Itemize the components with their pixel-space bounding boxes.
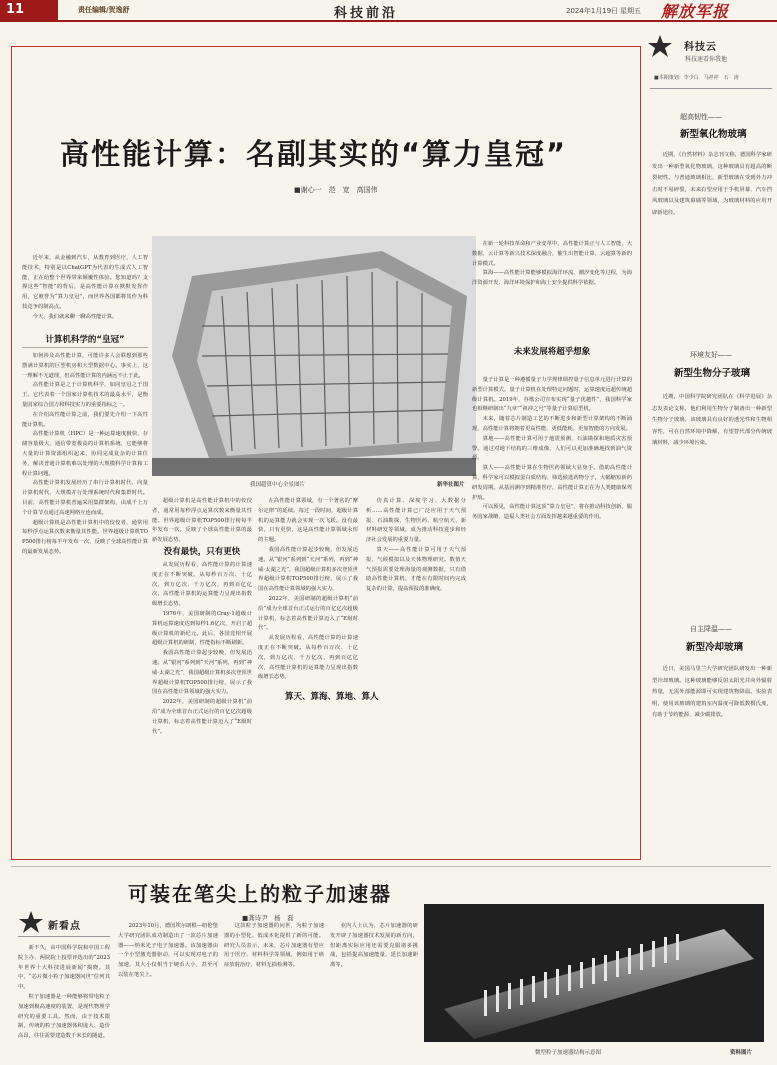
section4-heading: [472, 345, 632, 357]
sidebar-item-body: [652, 392, 772, 612]
column-label-rule: [18, 936, 110, 937]
section4-heading-text: 未来发展将超乎想象: [513, 347, 591, 357]
section3-paragraph: 算人——高性能计算在生物医药领域大显身手。借助高性能计算，科学家可以模拟蛋白质结构、筛选候选药物分子，大幅缩短新药研发周期。从基因测序到精准医疗，高性能计算正在为人类健康保驾护航。: [472, 465, 632, 501]
section1-paragraph: 高性能计算是之于计算机科学，如同皇冠之于国王。它代表着一个国家计算机技术的最高水平，是衡量国家综合国力和科技实力的重要指标之一。: [22, 382, 148, 408]
bottom-col4: [330, 922, 418, 1059]
section1-text: [22, 352, 148, 840]
section2-text: [152, 561, 252, 846]
section1-heading-text: 计算机科学的“皇冠”: [45, 335, 125, 345]
sidebar-byline: ■本期策划：李少白 马祥祥 石 涛: [654, 75, 739, 81]
bottom-paragraph: 2023年10月，德国埃尔朗根—纽伦堡大学研究团队成功制造出了一款芯片加速器——纳米光子电子加速器。该加速器由一个小型激光器驱动，可以实现对电子的加速，其大小仅相当于硬币大小，甚至可以装在笔尖上。: [118, 923, 218, 978]
bottom-article-byline: ■龚诗尹 杨 磊: [242, 914, 294, 922]
sidebar-item-body: [652, 664, 772, 854]
sidebar-item-title: 新型生物分子玻璃: [674, 368, 751, 379]
sidebar-item-kicker: 自主降温——: [690, 625, 732, 633]
section4-paragraph: 未来，随着芯片制造工艺的不断进步和新型计算架构的不断涌现，高性能计算将朝着更高性能、更低能耗、更加智能的方向发展。: [472, 416, 632, 432]
section3-paragraph: 算海——高性能计算能够模拟海洋环流、潮汐变化等过程，为海洋资源开发、海洋环境保护和海上安全提供科学依据。: [472, 270, 632, 287]
section4-paragraph: 可以预见，高性能计算这顶“算力皇冠”，将在推动科技创新、服务国家战略、造福人类社会方面发挥越来越重要的作用。: [472, 504, 632, 521]
sidebar-item-title: 新型冷却玻璃: [686, 642, 744, 653]
intro-paragraph: 近年来，从金融到汽车，从教育到医疗，人工智能技术，特别是以ChatGPT为代表的生成式人工智能，正在给整个世界带来颠覆性体验。您知道吗？支撑这些“智能”的背后，是高性能计算在默默发挥作用，它被誉为“算力皇冠”，而世界各国都将其作为科技竞争的制高点。: [22, 255, 148, 310]
bottom-photo-credit: 资料图片: [730, 1050, 753, 1056]
weekday: 星期五: [620, 7, 641, 15]
section1-heading: [22, 333, 148, 345]
section2-continued-text: [258, 497, 358, 845]
section2-heading-text: 没有最快，只有更快: [163, 547, 241, 557]
sidebar-logo-star: [646, 34, 674, 58]
sidebar-item-paragraph: 近期，中国科学院研究团队在《科学进展》杂志发表论文称，他们利用生物分子制备出一种新型生物分子玻璃。该玻璃具有良好的透光性和生物相容性，可在自然环境中降解，有望替代部分传统玻璃材料，减少环境污染。: [652, 394, 772, 446]
section3-paragraph: 仿真计算、深度学习、大数据分析……高性能计算已广泛应用于天气预报、石油勘探、生物医药、航空航天、新材料研发等领域，成为推动科技进步和经济社会发展的重要力量。: [366, 498, 466, 544]
section2-paragraph: 从发展历程看，高性能计算的计算速度正在不断突破。从每秒百万次、十亿次，到万亿次、千万亿次，再到百亿亿次，高性能计算机的运算能力呈现出指数级增长态势。: [152, 562, 252, 608]
bottom-paragraph: 粒子加速器是一种能够将带电粒子加速到极高速度的装置，是现代物理学研究的重要工具。然而，由于技术限制，传统的粒子加速器体积庞大、造价高昂，往往需要建造数千米长的隧道。: [18, 993, 110, 1040]
section2-paragraph: 2022年，美国研制的超级计算机“前沿”成为全球首台正式运行的百亿亿次超级计算机，标志着高性能计算迈入了“E级时代”。: [258, 595, 358, 632]
section2-paragraph: 1976年，美国研制的Cray-1超级计算机运算速度达到每秒1.6亿次，开启了超级计算机的新纪元。此后，各国竞相开展超级计算机的研制，性能指标不断刷新。: [152, 610, 252, 647]
building-illustration: [152, 236, 476, 476]
new-look-star: [18, 910, 44, 934]
bottom-col2: [118, 922, 218, 1059]
section-title: 科技前沿: [334, 6, 399, 21]
section3-text: [472, 240, 632, 332]
sidebar-item-paragraph: 近日，美国马里兰大学研究团队研发出一种新型冷却玻璃。这种玻璃能够反射太阳光并向外辐射热量，无需外部能源即可实现建筑物降温。实验表明，使用该玻璃的建筑室内温度可降低数摄氏度，有助于节约能源、减少碳排放。: [652, 666, 772, 718]
page-header: [0, 0, 777, 22]
bottom-divider: [11, 866, 771, 867]
bottom-paragraph: 业内人士认为，芯片加速器的研发开辟了加速器技术发展的新方向，但距离实际应用还需要克服诸多挑战，包括提高加速能量、延长加速距离等。: [330, 923, 418, 969]
section2-paragraph: 在高性能计算领域，有一个著名的“摩尔定律”的延续。每过一段时间，超级计算机的运算能力就会实现一次飞跃。没有最快，只有更快，这是高性能计算领域永恒的主题。: [258, 498, 358, 544]
section4-paragraph: 量子计算是一种遵循量子力学规律调控量子信息单元进行计算的新型计算模式。量子计算机在处理特定问题时，运算速度远超传统超级计算机。2019年，谷歌公司宣布实现“量子优越性”，我国科学家也相继研制出“九章”“祖冲之号”等量子计算原型机。: [472, 377, 632, 413]
section2-paragraph: 我国高性能计算起步较晚，但发展迅速。从“银河”系列到“天河”系列，再到“神威·太湖之光”，我国超级计算机多次登顶世界超级计算机TOP500排行榜，展示了我国在高性能计算领域的强大实力。: [152, 650, 252, 696]
section4-text: [472, 376, 632, 850]
section1-paragraph: 在介绍高性能计算之前，我们要先介绍一下高性能计算机。: [22, 411, 148, 428]
bottom-article-title: 可装在笔尖上的粒子加速器: [128, 882, 392, 906]
sidebar-item-title: 新型氧化物玻璃: [680, 129, 747, 140]
main-article-byline: ■谢心一 范 宽 高国伟: [294, 186, 378, 194]
intro-paragraph: 今天，我们就来聊一聊高性能计算。: [32, 313, 118, 320]
section3-paragraph: 算天——高性能计算可用于天气预报、气候模拟以及天体物理研究。数值天气预报需要处理海量的观测数据，只有借助高性能计算机，才能在有限时间内完成复杂的计算，提高预报的准确度。: [366, 546, 466, 593]
section3-paragraph: 算地——高性能计算可用于地震预测、石油勘探和地质灾害预警。通过对地下结构的三维成像，人们可以更加准确地找到油气资源。: [472, 435, 632, 462]
sidebar-item-kicker: 环境友好——: [690, 351, 732, 359]
sidebar-item-kicker: 超高韧性——: [680, 113, 722, 121]
section2-paragraph: 2022年，美国研制的超级计算机“前沿”成为全球首台正式运行的百亿亿次超级计算机，标志着高性能计算迈入了“E级时代”。: [152, 699, 252, 735]
bottom-paragraph: 新不久，由中国科学院和中国工程院主办、两院院士投票评选出的“2023年世界十大科技进展新闻”揭晓。其中，“芯片微小粒子加速器问世”位列其中。: [18, 945, 110, 991]
section-divider: [22, 347, 148, 348]
intro-text: [22, 254, 148, 324]
star-icon: [18, 910, 44, 934]
section1-paragraph: 如何涉及高性能计算，可能许多人会联想到那些摆满计算机的巨型机房和大型数据中心。事实上，这一理解不无道理，但高性能计算的内涵远不止于此。: [22, 353, 148, 379]
section1-paragraph: 高性能计算机（HPC）是一种运算速度极快、存储容量极大、通信带宽极高的计算机系统，它能够将大量的计算资源组织起来，协同完成复杂的计算任务，解决普通计算机难以处理的大规模科学计算和工程计算问题。: [22, 431, 148, 477]
supercomputer-center-photo: [152, 236, 476, 476]
section4-paragraph: 在新一轮科技革命和产业变革中，高性能计算正与人工智能、大数据、云计算等新兴技术深度融合，催生出智能计算、云超算等新的计算模式。: [472, 241, 632, 267]
page-number: 11: [0, 0, 58, 20]
bottom-paragraph: 这款粒子加速器的问世，为粒子加速器的小型化、低成本化提供了新的可能。研究人员表示，未来，芯片加速器有望应用于医疗、材料科学等领域，例如用于癌症放射治疗、材料无损检测等。: [224, 923, 324, 969]
column-label: 新看点: [48, 921, 81, 932]
accelerator-chip-illustration: [424, 904, 764, 1042]
sidebar-item-body: [652, 150, 772, 330]
particle-accelerator-photo: [424, 904, 764, 1042]
star-icon: [646, 34, 674, 58]
section2-lead-paragraph: 超级计算机是高性能计算机中的佼佼者，通常用每秒浮点运算次数来衡量其性能。世界超级计算机TOP500排行榜每半年发布一次，反映了全球高性能计算的最新发展态势。: [152, 498, 252, 544]
date: 2024年1月19日: [566, 7, 619, 15]
section2-lead: [152, 497, 252, 544]
section3-heading-text: 算天、算海、算地、算人: [285, 692, 379, 702]
sidebar-item-paragraph: 近期，《自然材料》杂志刊文称，德国科学家研发出一种新型氧化物玻璃，这种玻璃具有超高的断裂韧性。与普通玻璃相比，新型玻璃在受到外力冲击时不易碎裂，未来有望应用于手机屏幕、汽车挡风玻璃以及建筑幕墙等领域，为玻璃材料的应用开辟新途径。: [652, 152, 772, 216]
main-article-title: 高性能计算：名副其实的“算力皇冠”: [60, 137, 568, 171]
section2-paragraph: 我国高性能计算起步较晚，但发展迅速。从“银河”系列到“天河”系列，再到“神威·太湖之光”，我国超级计算机多次登顶世界超级计算机TOP500排行榜，展示了我国在高性能计算领域的强大实力。: [258, 546, 358, 593]
bottom-col3: [224, 922, 324, 1059]
bottom-photo-caption: 微型粒子加速器结构示意图: [535, 1050, 602, 1056]
editor-line: 责任编辑/贺逸舒: [78, 6, 130, 14]
section1-paragraph: 高性能计算机发展经历了串行计算机时代、向量计算机时代、大规模并行处理系统时代和集群时代。目前，高性能计算机普遍采用集群架构，由成千上万个计算节点通过高速网络互连而成。: [22, 480, 148, 516]
bottom-col1: [18, 944, 110, 1059]
section2-paragraph: 从发展历程看，高性能计算的计算速度正在不断突破。从每秒百万次、十亿次，到万亿次、千万亿次，再到百亿亿次，高性能计算机的运算能力呈现出指数级增长态势。: [258, 635, 358, 681]
sidebar-divider: [650, 88, 772, 89]
section3-heading: [275, 690, 465, 702]
masthead-logo: 解放军报: [661, 2, 730, 21]
section3-lead: [366, 497, 466, 637]
photo-caption: 我国超算中心全景图片: [250, 482, 306, 488]
section1-paragraph: 超级计算机是高性能计算机中的佼佼者，通常用每秒浮点运算次数来衡量其性能。世界超级计算机TOP500排行榜每半年发布一次，反映了全球高性能计算的最新发展态势。: [22, 519, 148, 555]
sidebar-column-subtitle: 科技速看你我他: [685, 56, 728, 63]
sidebar-column-title: 科技云: [684, 42, 717, 53]
section2-heading: [152, 545, 252, 557]
photo-credit: 新华社图片: [437, 482, 465, 488]
